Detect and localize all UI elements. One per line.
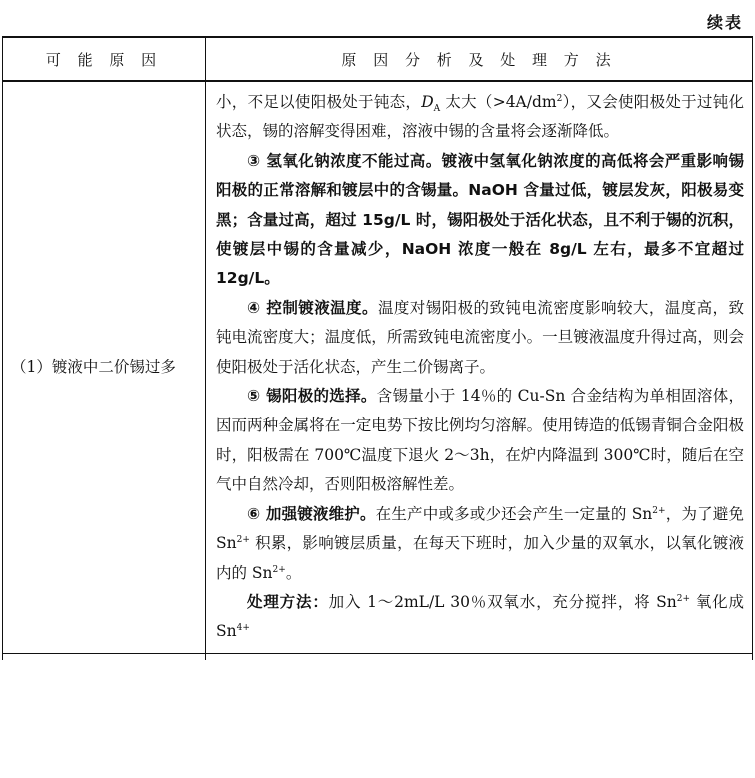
table-row <box>3 81 753 653</box>
point-heading: ⑥ 加强镀液维护。 <box>247 504 376 523</box>
point-heading: ⑤ 锡阳极的选择。 <box>247 387 377 406</box>
point-heading: ③ 氢氧化钠浓度不能过高。 <box>247 151 442 170</box>
paragraph-anode-selection: ⑤ 锡阳极的选择。含锡量小于 14％的 Cu-Sn 合金结构为单相固溶体，因而两种金属将在一定电势下按比例均匀溶解。使用铸造的低锡青铜合金阳极时，阳极需在 700℃温度下退火 2～3h，在炉内降温到 300℃时，随后在空气中自然冷却，否则阳极溶解性差。 <box>216 387 744 494</box>
table-header-row <box>3 37 753 81</box>
paragraph-naoh-concentration: ③ 氢氧化钠浓度不能过高。镀液中氢氧化钠浓度的高低将会严重影响锡阳极的正常溶解和镀层中的含锡量。NaOH 含量过低，镀层发灰，阳极易变黑；含量过高，超过 15g/L 时，锡阳极处于活化状态，且不利于锡的沉积，使镀层中锡的含量减少，NaOH 浓度一般在 8g/L 左右，最多不宜超过 12g/L。 <box>216 151 744 288</box>
header-possible-cause: 可 能 原 因 <box>3 37 206 81</box>
continued-table-label: 续表 <box>706 13 743 32</box>
paragraph-bath-temperature: ④ 控制镀液温度。温度对锡阳极的致钝电流密度影响较大，温度高，致钝电流密度大；温度低，所需致钝电流密度小。一旦镀液温度升得过高，则会使阳极处于活化状态，产生二价锡离子。 <box>216 298 744 376</box>
treatment-heading: 处理方法： <box>247 592 329 611</box>
analysis-cell <box>206 81 753 653</box>
cause-analysis-table <box>2 36 753 660</box>
table-continuation-row <box>3 653 753 660</box>
paragraph-current-density: 小，不足以使阳极处于钝态，$D_A$ 太大$(>4A/dm^2)$，又会使阳极处于过钝化状态，锡的溶解变得困难，溶液中锡的含量将会逐渐降低。 <box>216 93 744 141</box>
point-heading: ④ 控制镀液温度。 <box>247 298 378 317</box>
paragraph-bath-maintenance: ⑥ 加强镀液维护。在生产中或多或少还会产生一定量的 $Sn^{2+}$，为了避免 $Sn^{2+}$ 积累，影响镀层质量，在每天下班时，加入少量的双氧水，以氧化镀液内的 $Sn^{2+}$。 <box>216 504 744 582</box>
paragraph-treatment-method: 处理方法：加入 1～2mL/L 30％双氧水，充分搅拌，将 $Sn^{2+}$ 氧化成 $Sn^{4+}$ <box>216 592 744 641</box>
cause-cell <box>3 81 206 653</box>
cause-text: （1）镀液中二价锡过多 <box>11 358 176 377</box>
header-analysis-method: 原 因 分 析 及 处 理 方 法 <box>206 37 753 81</box>
